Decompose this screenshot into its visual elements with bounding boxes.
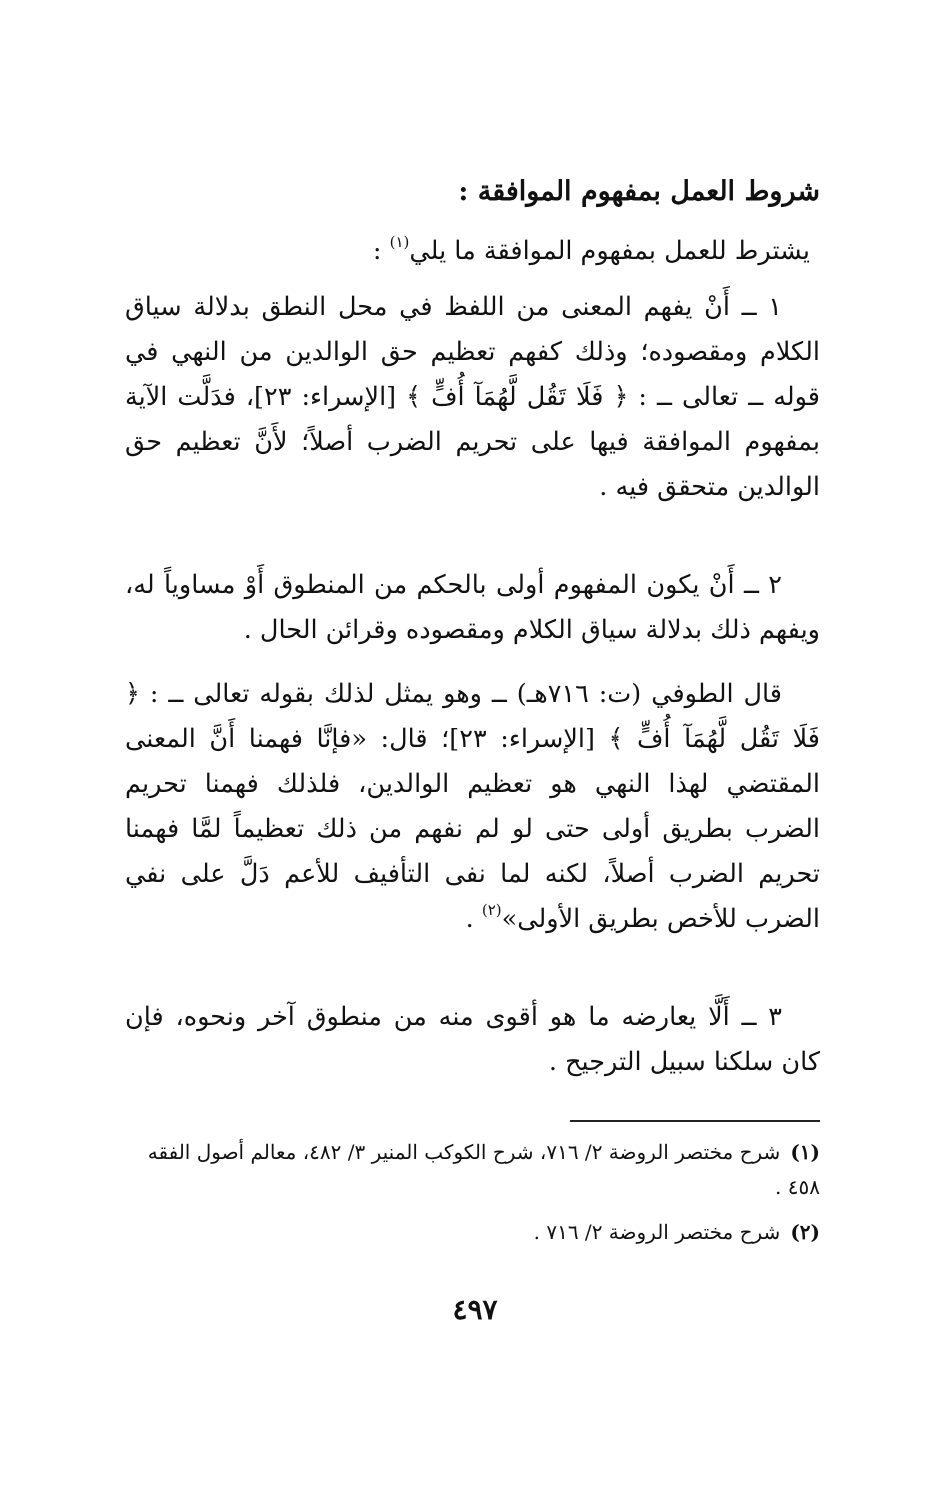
footnote-1 — [125, 1135, 820, 1205]
footnote-divider — [570, 1120, 820, 1122]
condition-1-paragraph — [125, 285, 820, 510]
section-heading: شروط العمل بمفهوم الموافقة : — [458, 176, 820, 207]
footnote-2-number: (٢) — [790, 1220, 820, 1244]
condition-3-text: ٣ ــ أَلَّا يعارضه ما هو أقوى منه من منطوق آخر ونحوه، فإن كان سلكنا سبيل الترجيح . — [125, 1002, 820, 1077]
footnote-ref-2: (٢) — [481, 901, 502, 919]
footnote-1-text: شرح مختصر الروضة ٢/ ٧١٦، شرح الكوكب المنير ٣/ ٤٨٢، معالم أصول الفقه ٤٥٨ . — [147, 1140, 820, 1199]
footnote-2-text: شرح مختصر الروضة ٢/ ٧١٦ . — [533, 1220, 781, 1244]
condition-1-text: ١ ــ أَنْ يفهم المعنى من اللفظ في محل النطق بدلالة سياق الكلام ومقصوده؛ وذلك كفهم تعظيم حق الوالدين من النهي في قوله ــ تعالى ــ : ﴿ فَلَا تَقُل لَّهُمَآ أُفٍّ ﴾ [الإسراء: ٢٣]، فدَلَّت الآية بمفهوم الموافقة فيها على تحريم الضرب أصلاً؛ لأَنَّ تعظيم حق الوالدين متحقق فيه . — [125, 292, 820, 502]
tufi-quote-tail: . — [465, 904, 482, 934]
footnote-1-number: (١) — [790, 1140, 820, 1164]
tufi-quote-paragraph — [125, 672, 820, 942]
condition-3-paragraph — [125, 995, 820, 1085]
condition-2-paragraph — [125, 563, 820, 653]
footnotes — [125, 1135, 820, 1260]
intro-text: يشترط للعمل بمفهوم الموافقة ما يلي — [409, 236, 810, 266]
footnote-ref-1: (١) — [389, 233, 410, 251]
page-number: ٤٩٧ — [452, 1293, 498, 1326]
intro-tail: : — [372, 236, 390, 266]
tufi-quote-text: قال الطوفي (ت: ٧١٦هـ) ــ وهو يمثل لذلك بقوله تعالى ــ : ﴿ فَلَا تَقُل لَّهُمَآ أُفٍّ ﴾ [الإسراء: ٢٣]؛ قال: «فإنَّا فهمنا أَنَّ المعنى المقتضي لهذا النهي هو تعظيم الوالدين، فلذلك فهمنا تحريم الضرب بطريق أولى حتى لو لم نفهم من ذلك تعظيماً لمَّا فهمنا تحريم الضرب أصلاً، لكنه لما نفى التأفيف للأعم دَلَّ على نفي الضرب للأخص بطريق الأولى» — [125, 679, 820, 934]
footnote-2 — [125, 1215, 820, 1250]
intro-paragraph — [373, 229, 810, 274]
condition-2-text: ٢ ــ أَنْ يكون المفهوم أولى بالحكم من المنطوق أَوْ مساوياً له، ويفهم ذلك بدلالة سياق الكلام ومقصوده وقرائن الحال . — [125, 570, 820, 645]
